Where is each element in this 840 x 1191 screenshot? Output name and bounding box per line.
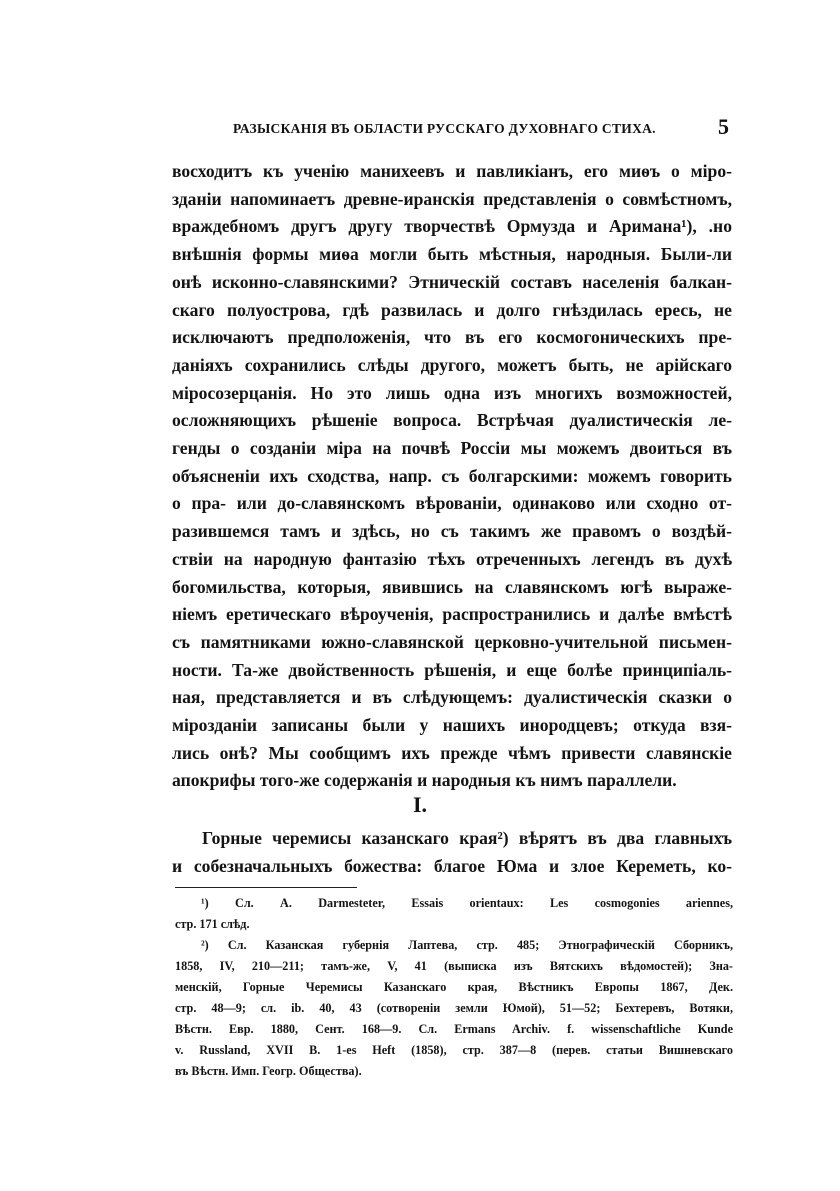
text-line: съ памятниками южно-славянской церковно-учительной письмен-	[172, 631, 732, 652]
text-line: ніемъ еретическаго вѣроученія, распространились и далѣе вмѣстѣ	[172, 604, 732, 625]
text-line: богомильства, которыя, явившись на славянскомъ югѣ выраже-	[172, 576, 732, 597]
text-line: апокрифы того-же содержанія и народныя къ нимъ параллели.	[172, 770, 677, 791]
text-line: разившемся тамъ и здѣсь, но съ такимъ же правомъ о воздѣй-	[172, 521, 732, 542]
text-line: лись онѣ? Мы сообщимъ ихъ прежде чѣмъ привести славянскіе	[172, 742, 732, 763]
text-line: мірозданіи записаны были у нашихъ инородцевъ; откуда взя-	[172, 715, 732, 736]
text-line: онѣ исконно-славянскими? Этническій составъ населенія балкан-	[172, 271, 732, 292]
footnotes	[175, 893, 733, 1082]
footnote-line: менскій, Горные Черемисы Казанскаго края, Вѣстникъ Европы 1867, Дек.	[175, 980, 733, 994]
text-line: объясненіи ихъ сходства, напр. съ болгарскими: можемъ говорить	[172, 465, 732, 486]
text-line: ствіи на народную фантазію тѣхъ отреченныхъ легендъ въ духѣ	[172, 548, 732, 569]
text-line: Горные черемисы казанскаго края²) вѣрятъ въ два главныхъ	[202, 828, 732, 848]
section-paragraph	[172, 825, 732, 880]
footnote-line: стр. 48—9; сл. ib. 40, 43 (сотвореніи земли Юмой), 51—52; Бехтеревъ, Вотяки,	[175, 1001, 733, 1015]
text-line: генды о созданіи міра на почвѣ Россіи мы можемъ двоиться въ	[172, 438, 732, 459]
text-line: и собезначальныхъ божества: благое Юма и злое Кереметь, ко-	[172, 855, 732, 876]
footnote-line: въ Вѣстн. Имп. Геогр. Общества).	[175, 1064, 362, 1078]
text-line: скаго полуострова, гдѣ развилась и долго гнѣздилась ересь, не	[172, 299, 732, 320]
text-line: восходитъ къ ученію манихеевъ и павликіанъ, его миѳъ о міро-	[172, 161, 732, 181]
text-line: осложняющихъ рѣшеніе вопроса. Встрѣчая дуалистическія ле-	[172, 410, 732, 431]
text-line: зданіи напоминаетъ древне-иранскія представленія о совмѣстномъ,	[172, 188, 732, 209]
running-title: РАЗЫСКАНІЯ ВЪ ОБЛАСТИ РУССКАГО ДУХОВНАГО СТИХА.	[233, 121, 656, 136]
text-line: враждебномъ другъ другу творчествѣ Ормузда и Аримана¹), .но	[172, 216, 732, 237]
text-line: ности. Та-же двойственность рѣшенія, и еще болѣе принципіаль-	[172, 659, 732, 680]
running-head	[175, 114, 735, 142]
text-line: внѣшнія формы миѳа могли быть мѣстныя, народныя. Были-ли	[172, 244, 732, 265]
section-number: I.	[412, 792, 428, 817]
text-line: міросозерцанія. Но это лишь одна изъ многихъ возможностей,	[172, 382, 732, 403]
footnote-line: ¹) Сл. A. Darmesteter, Essais orientaux: Les cosmogonies ariennes,	[201, 896, 733, 910]
text-line: исключаютъ предположенія, что въ его космогоническихъ пре-	[172, 327, 732, 348]
footnote-line: ²) Сл. Казанская губернія Лаптева, стр. 485; Этнографическій Сборникъ,	[201, 938, 733, 952]
text-line: даніяхъ сохранились слѣды другого, можетъ быть, не арійскаго	[172, 354, 732, 375]
footnote-line: Вѣстн. Евр. 1880, Сент. 168—9. Сл. Ermans Archiv. f. wissenschaftliche Kunde	[175, 1022, 733, 1036]
text-line: о пра- или до-славянскомъ вѣрованіи, одинаково или сходно от-	[172, 493, 732, 514]
footnote-divider	[175, 887, 357, 888]
text-line: ная, представляется и въ слѣдующемъ: дуалистическія сказки о	[172, 687, 732, 708]
footnote-line: v. Russland, XVII B. 1-es Heft (1858), стр. 387—8 (перев. статьи Вишневскаго	[175, 1043, 733, 1057]
footnote-line: 1858, IV, 210—211; тамъ-же, V, 41 (выписка изъ Вятскихъ вѣдомостей); Зна-	[175, 959, 733, 973]
page-number: 5	[718, 114, 729, 139]
footnote-line: стр. 171 слѣд.	[175, 917, 250, 931]
main-paragraph	[172, 158, 732, 795]
